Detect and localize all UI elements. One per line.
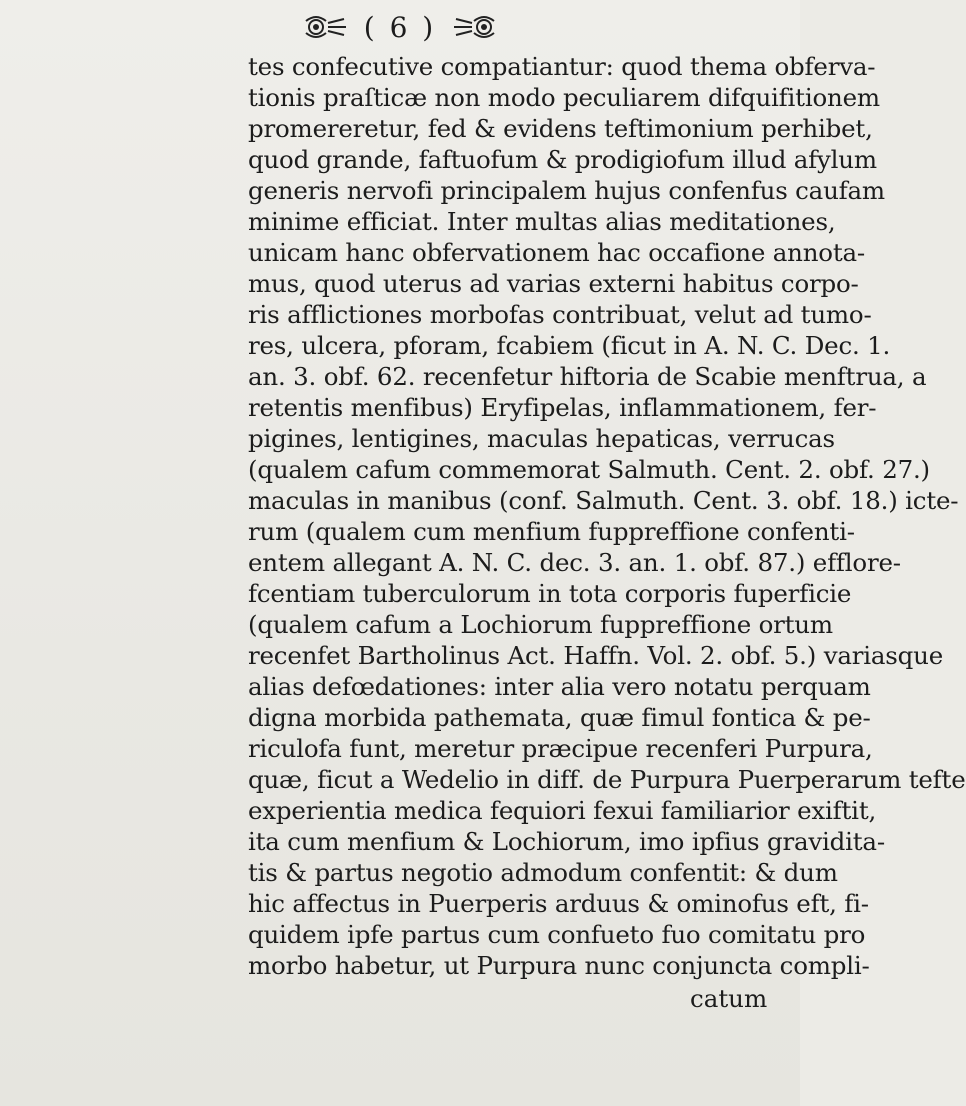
- text-line: ris afflictiones morbofas contribuat, velut ad tumo-: [248, 300, 872, 329]
- page-header: [0, 10, 800, 44]
- text-line: retentis menfibus) Eryfipelas, inflammationem, fer-: [248, 393, 877, 422]
- text-line: an. 3. obf. 62. recenfetur hiftoria de Scabie menftrua, a: [248, 362, 927, 391]
- text-line: experientia medica fequiori fexui familiarior exiftit,: [248, 796, 877, 825]
- text-line: rum (qualem cum menfium fuppreffione confenti-: [248, 517, 855, 546]
- text-line: morbo habetur, ut Purpura nunc conjuncta compli-: [248, 951, 870, 980]
- left-ornament-icon: [302, 13, 348, 41]
- text-line: tionis praſticæ non modo peculiarem difquifitionem: [248, 83, 880, 112]
- text-line: recenfet Bartholinus Act. Haffn. Vol. 2. obf. 5.) variasque: [248, 641, 944, 670]
- text-line: (qualem cafum a Lochiorum fuppreffione ortum: [248, 610, 833, 639]
- text-line: promereretur, fed & evidens teftimonium perhibet,: [248, 114, 873, 143]
- text-line: entem allegant A. N. C. dec. 3. an. 1. obf. 87.) efflore-: [248, 548, 901, 577]
- text-line: maculas in manibus (conf. Salmuth. Cent. 3. obf. 18.) icte-: [248, 486, 959, 515]
- text-line: res, ulcera, pforam, fcabiem (ficut in A. N. C. Dec. 1.: [248, 331, 891, 360]
- text-line: digna morbida pathemata, quæ fimul fontica & pe-: [248, 703, 871, 732]
- text-line: minime efficiat. Inter multas alias meditationes,: [248, 207, 836, 236]
- text-line: tes confecutive compatiantur: quod thema obferva-: [248, 52, 876, 81]
- catchword: catum: [690, 984, 768, 1013]
- text-line: tis & partus negotio admodum confentit: & dum: [248, 858, 838, 887]
- text-line: quod grande, faftuofum & prodigiofum illud afylum: [248, 145, 877, 174]
- text-line: quidem ipfe partus cum confueto fuo comitatu pro: [248, 920, 866, 949]
- text-line: (qualem cafum commemorat Salmuth. Cent. 2. obf. 27.): [248, 455, 930, 484]
- right-ornament-icon: [452, 13, 498, 41]
- text-line: fcentiam tuberculorum in tota corporis fuperficie: [248, 579, 852, 608]
- text-line: riculofa funt, meretur præcipue recenferi Purpura,: [248, 734, 873, 763]
- text-line: quæ, ficut a Wedelio in diff. de Purpura Puerperarum tefte: [248, 765, 966, 794]
- text-line: alias defœdationes: inter alia vero notatu perquam: [248, 672, 871, 701]
- text-line: unicam hanc obfervationem hac occafione annota-: [248, 238, 865, 267]
- text-line: mus, quod uterus ad varias externi habitus corpo-: [248, 269, 859, 298]
- text-line: ita cum menfium & Lochiorum, imo ipfius gravidita-: [248, 827, 885, 856]
- text-line: generis nervofi principalem hujus confenfus caufam: [248, 176, 885, 205]
- text-line: hic affectus in Puerperis arduus & ominofus eft, fi-: [248, 889, 869, 918]
- text-line: pigines, lentigines, maculas hepaticas, verrucas: [248, 424, 835, 453]
- page-number: ( 6 ): [363, 10, 437, 44]
